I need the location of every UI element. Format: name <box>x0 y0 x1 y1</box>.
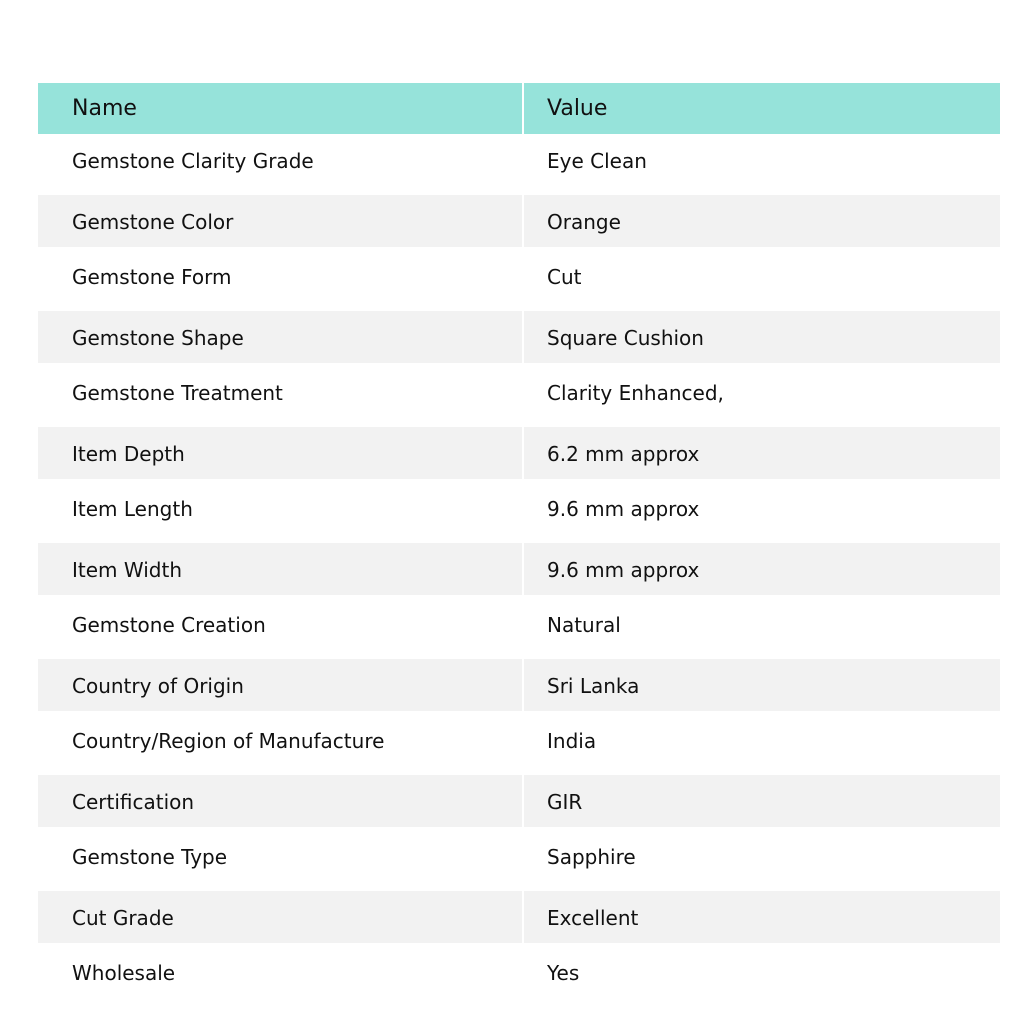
row-name: Gemstone Shape <box>72 326 244 350</box>
specifications-table <box>38 83 1000 1004</box>
row-name: Certification <box>72 790 195 814</box>
row-value: Cut <box>547 265 582 289</box>
row-value: 6.2 mm approx <box>547 442 700 466</box>
row-value: Sri Lanka <box>547 674 640 698</box>
row-value: 9.6 mm approx <box>547 558 700 582</box>
row-name: Gemstone Creation <box>72 613 266 637</box>
table-row <box>38 598 1000 656</box>
row-value: Sapphire <box>547 845 636 869</box>
table-header-row <box>38 83 1000 134</box>
row-name: Country/Region of Manufacture <box>72 729 385 753</box>
table-row <box>38 366 1000 424</box>
column-header-name: Name <box>72 96 137 121</box>
table-row <box>38 543 1000 595</box>
row-value: Natural <box>547 613 621 637</box>
row-name: Gemstone Type <box>72 845 228 869</box>
row-name: Gemstone Treatment <box>72 381 283 405</box>
row-value: 9.6 mm approx <box>547 497 700 521</box>
row-name: Gemstone Clarity Grade <box>72 149 314 173</box>
row-name: Wholesale <box>72 961 176 985</box>
row-name: Cut Grade <box>72 906 174 930</box>
table-row <box>38 427 1000 479</box>
table-row <box>38 891 1000 943</box>
row-name: Item Depth <box>72 442 185 466</box>
table-row <box>38 659 1000 711</box>
table-row <box>38 311 1000 363</box>
table-row <box>38 134 1000 192</box>
row-value: Orange <box>547 210 621 234</box>
row-value: Clarity Enhanced, <box>547 381 724 405</box>
table-row <box>38 714 1000 772</box>
row-name: Gemstone Color <box>72 210 234 234</box>
row-value: GIR <box>547 790 583 814</box>
row-value: Yes <box>547 961 580 985</box>
table-row <box>38 775 1000 827</box>
column-header-value: Value <box>547 96 608 121</box>
row-value: Square Cushion <box>547 326 704 350</box>
row-name: Gemstone Form <box>72 265 232 289</box>
table-row <box>38 482 1000 540</box>
table-row <box>38 830 1000 888</box>
row-name: Country of Origin <box>72 674 244 698</box>
row-value: India <box>547 729 597 753</box>
table-row <box>38 250 1000 308</box>
row-name: Item Width <box>72 558 182 582</box>
row-name: Item Length <box>72 497 193 521</box>
row-value: Excellent <box>547 906 639 930</box>
row-value: Eye Clean <box>547 149 647 173</box>
table-row <box>38 946 1000 1004</box>
table-row <box>38 195 1000 247</box>
